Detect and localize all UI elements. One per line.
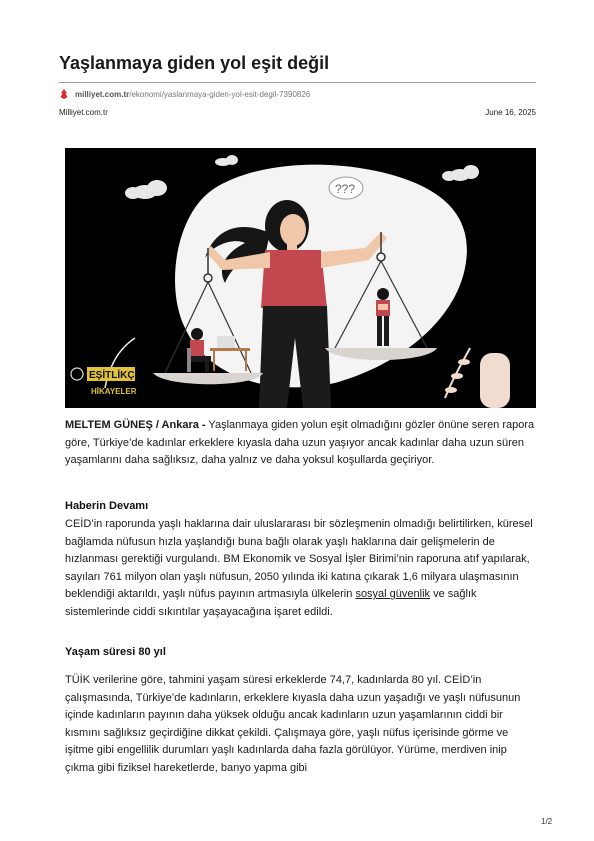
hero-image <box>65 148 536 408</box>
milliyet-logo-icon <box>59 89 69 99</box>
logo-line2: HİKAYELER <box>91 387 137 396</box>
page-number: 1/2 <box>541 817 553 826</box>
article-meta <box>59 108 536 117</box>
byline: MELTEM GÜNEŞ / Ankara - <box>65 419 206 431</box>
thought-bubble-text: ??? <box>335 182 356 196</box>
section-heading-devami: Haberin Devamı <box>65 500 149 512</box>
scales-illustration <box>65 148 536 408</box>
section-heading-yasam-suresi: Yaşam süresi 80 yıl <box>65 646 166 658</box>
article-title: Yaşlanmaya giden yol eşit değil <box>59 53 330 73</box>
source-path[interactable]: /ekonomi/yaslanmaya-giden-yol-esit-degil-7390826 <box>129 89 311 99</box>
source-url[interactable] <box>59 88 310 100</box>
logo-line1: EŞİTLİKÇİ <box>89 370 138 381</box>
section1-text-b: ve sağlık sistemlerinde ciddi sıkıntılar yaşayacağına işaret edildi. <box>65 588 477 618</box>
section1-paragraph <box>65 516 536 622</box>
section1-text-a: CEİD’in raporunda yaşlı haklarına dair uluslararası bir sözleşmenin olmadığı belirtilirken, küresel bağlamda nüfusun hızla yaşlandığı buna bağlı olarak yaşlı haklarına dair gelişmelerin de hızlanması gerektiği vurgulandı. BM Ekonomik ve Sosyal İşler Birimi’nin raporuna atıf yapılarak, sayıları 761 milyon olan yaşlı nüfusun, 2050 yılında iki katına çıkarak 1,6 milyara ulaşmasının beklendiği aktarıldı, yaşlı nüfus payının artmasıyla ülkelerin <box>65 518 533 601</box>
title-divider <box>59 82 536 83</box>
section2-paragraph: TÜİK verilerine göre, tahmini yaşam süresi erkeklerde 74,7, kadınlarda 80 yıl. CEİD’in çalışmasında, Türkiye’de kadınların, erkeklere kıyasla daha uzun yaşadığı ve yaşlı nüfusunun içinde kadınların payının daha yüksek olduğu ancak kadınların uzun yaşamlarının ciddi bir kısmını sağlıksız geçirdiğine dikkat çekildi. Çalışmaya göre, yaşlı nüfus içerisinde görme ve işitme gibi engellilik durumları yaşlı kadınlarda daha fazla görülüyor. Yürüme, merdiven inip çıkma gibi fiziksel hareketlerde, banyo yapma gibi <box>65 674 521 774</box>
lead-text: Yaşlanmaya giden yolun eşit olmadığını gözler önüne seren rapora göre, Türkiye’de kadınlar erkeklere kıyasla daha uzun yaşıyor ancak kadınlar daha uzun süren yaşamlarını daha sağlıksız, daha yalnız ve daha yoksul koşullarda geçiriyor. <box>65 419 535 467</box>
source-domain[interactable]: milliyet.com.tr <box>75 89 130 99</box>
publish-date: June 16, 2025 <box>485 108 536 117</box>
sosyal-guvenlik-link[interactable]: sosyal güvenlik <box>355 588 431 601</box>
publisher-name: Milliyet.com.tr <box>59 108 108 117</box>
lead-paragraph <box>65 417 536 470</box>
